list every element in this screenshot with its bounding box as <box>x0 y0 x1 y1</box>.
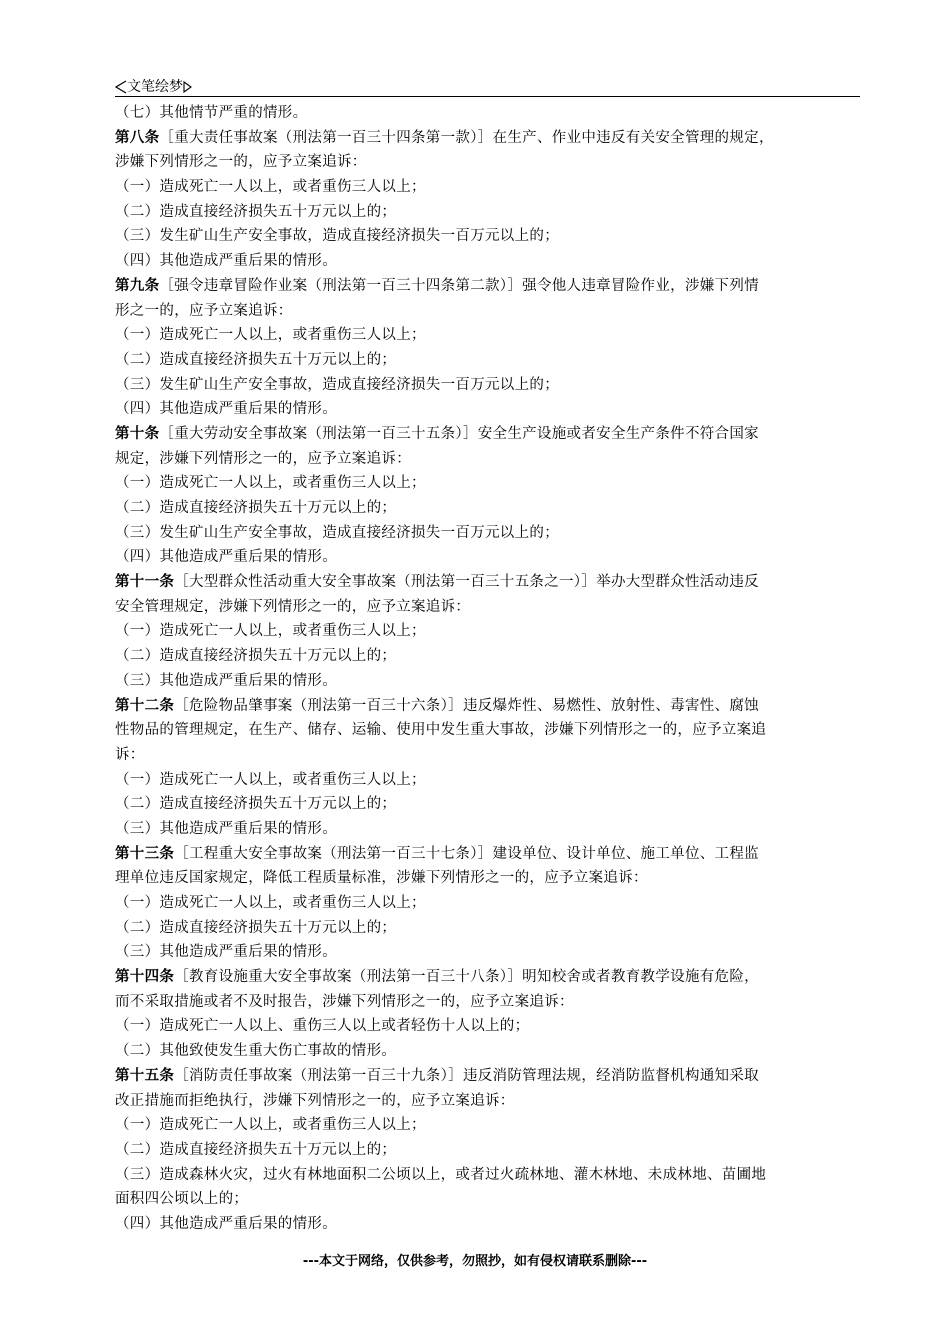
article-heading-line <box>115 842 863 867</box>
article-text: ［消防责任事故案（刑法第一百三十九条）］违反消防管理法规，经消防监督机构通知采取 <box>174 1067 759 1084</box>
text-line: 改正措施而拒绝执行，涉嫌下列情形之一的，应予立案追诉： <box>115 1092 515 1109</box>
text-line: 理单位违反国家规定，降低工程质量标准，涉嫌下列情形之一的，应予立案追诉： <box>115 870 648 887</box>
text-line: （二）造成直接经济损失五十万元以上的； <box>115 919 397 936</box>
right-triangle-icon <box>183 81 192 93</box>
text-line: 涉嫌下列情形之一的，应予立案追诉： <box>115 154 367 171</box>
text-line: 诉： <box>115 746 145 763</box>
text-line: 形之一的，应予立案追诉： <box>115 302 293 319</box>
text-line: （三）其他造成严重后果的情形。 <box>115 820 337 837</box>
page-header <box>115 74 860 97</box>
text-line: （四）其他造成严重后果的情形。 <box>115 1215 337 1232</box>
article-number: 第十一条 <box>115 573 175 591</box>
text-line: 规定，涉嫌下列情形之一的，应予立案追诉： <box>115 450 411 467</box>
text-line: （二）造成直接经济损失五十万元以上的； <box>115 500 397 516</box>
text-line: （七）其他情节严重的情形。 <box>115 105 308 121</box>
article-number: 第十三条 <box>115 844 175 862</box>
article-text: ［教育设施重大安全事故案（刑法第一百三十八条）］明知校舍或者教育教学设施有危险， <box>174 969 759 986</box>
text-line: 而不采取措施或者不及时报告，涉嫌下列情形之一的，应予立案追诉： <box>115 993 574 1010</box>
article-number: 第十四条 <box>115 968 175 986</box>
text-line: （三）造成森林火灾，过火有林地面积二公顷以上，或者过火疏林地、灌木林地、未成林地、苗圃地 <box>115 1166 767 1183</box>
article-text: ［重大劳动安全事故案（刑法第一百三十五条）］安全生产设施或者安全生产条件不符合国家 <box>159 425 759 442</box>
text-line: （三）其他造成严重后果的情形。 <box>115 672 337 689</box>
text-line: （四）其他造成严重后果的情形。 <box>115 253 337 270</box>
text-line: （三）发生矿山生产安全事故，造成直接经济损失一百万元以上的； <box>115 228 559 245</box>
document-body <box>115 101 863 1237</box>
text-line: （一）造成死亡一人以上、重伤三人以上或者轻伤十人以上的； <box>115 1018 530 1035</box>
brand-text: 文笔绘梦 <box>127 79 183 95</box>
text-line: （三）发生矿山生产安全事故，造成直接经济损失一百万元以上的； <box>115 376 559 393</box>
text-line: （二）造成直接经济损失五十万元以上的； <box>115 648 397 665</box>
text-line: （一）造成死亡一人以上，或者重伤三人以上； <box>115 1117 426 1134</box>
article-text: ［强令违章冒险作业案（刑法第一百三十四条第二款）］强令他人违章冒险作业，涉嫌下列情 <box>159 277 759 294</box>
footer-disclaimer: ---本文于网络，仅供参考，勿照抄，如有侵权请联系删除--- <box>302 1254 648 1269</box>
left-triangle-icon <box>115 80 127 94</box>
text-line: （三）发生矿山生产安全事故，造成直接经济损失一百万元以上的； <box>115 524 559 541</box>
text-line: （一）造成死亡一人以上，或者重伤三人以上； <box>115 179 426 196</box>
brand-logo <box>115 76 192 96</box>
text-line: （一）造成死亡一人以上，或者重伤三人以上； <box>115 771 426 788</box>
article-heading-line <box>115 422 863 447</box>
text-line: 性物品的管理规定，在生产、储存、运输、使用中发生重大事故，涉嫌下列情形之一的，应予立案追 <box>115 722 767 739</box>
text-line: （一）造成死亡一人以上，或者重伤三人以上； <box>115 895 426 911</box>
article-text: ［工程重大安全事故案（刑法第一百三十七条）］建设单位、设计单位、施工单位、工程监 <box>174 845 759 862</box>
text-line: （一）造成死亡一人以上，或者重伤三人以上； <box>115 475 426 492</box>
text-line: （二）造成直接经济损失五十万元以上的； <box>115 796 397 813</box>
article-number: 第十二条 <box>115 696 175 714</box>
text-line: （一）造成死亡一人以上，或者重伤三人以上； <box>115 623 426 640</box>
article-heading-line <box>115 126 863 151</box>
article-text: ［大型群众性活动重大安全事故案（刑法第一百三十五条之一）］举办大型群众性活动违反 <box>174 574 759 591</box>
article-heading-line <box>115 570 863 595</box>
article-heading-line <box>115 274 863 299</box>
article-heading-line <box>115 694 863 719</box>
article-number: 第十条 <box>115 424 160 442</box>
text-line: （四）其他造成严重后果的情形。 <box>115 549 337 566</box>
article-number: 第九条 <box>115 276 160 294</box>
text-line: （二）造成直接经济损失五十万元以上的； <box>115 351 397 368</box>
text-line: （四）其他造成严重后果的情形。 <box>115 401 337 418</box>
article-number: 第八条 <box>115 128 160 146</box>
article-number: 第十五条 <box>115 1066 175 1084</box>
text-line: （二）造成直接经济损失五十万元以上的； <box>115 1141 397 1158</box>
text-line: 面积四公顷以上的； <box>115 1191 249 1208</box>
article-heading-line <box>115 965 863 990</box>
text-line: （三）其他造成严重后果的情形。 <box>115 944 337 961</box>
article-text: ［重大责任事故案（刑法第一百三十四条第一款）］在生产、作业中违反有关安全管理的规定， <box>159 129 774 146</box>
article-text: ［危险物品肇事案（刑法第一百三十六条）］违反爆炸性、易燃性、放射性、毒害性、腐蚀 <box>174 697 759 714</box>
text-line: （一）造成死亡一人以上，或者重伤三人以上； <box>115 327 426 344</box>
text-line: （二）造成直接经济损失五十万元以上的； <box>115 203 397 220</box>
text-line: （二）其他致使发生重大伤亡事故的情形。 <box>115 1043 397 1060</box>
article-heading-line <box>115 1064 863 1089</box>
text-line: 安全管理规定，涉嫌下列情形之一的，应予立案追诉： <box>115 598 471 615</box>
